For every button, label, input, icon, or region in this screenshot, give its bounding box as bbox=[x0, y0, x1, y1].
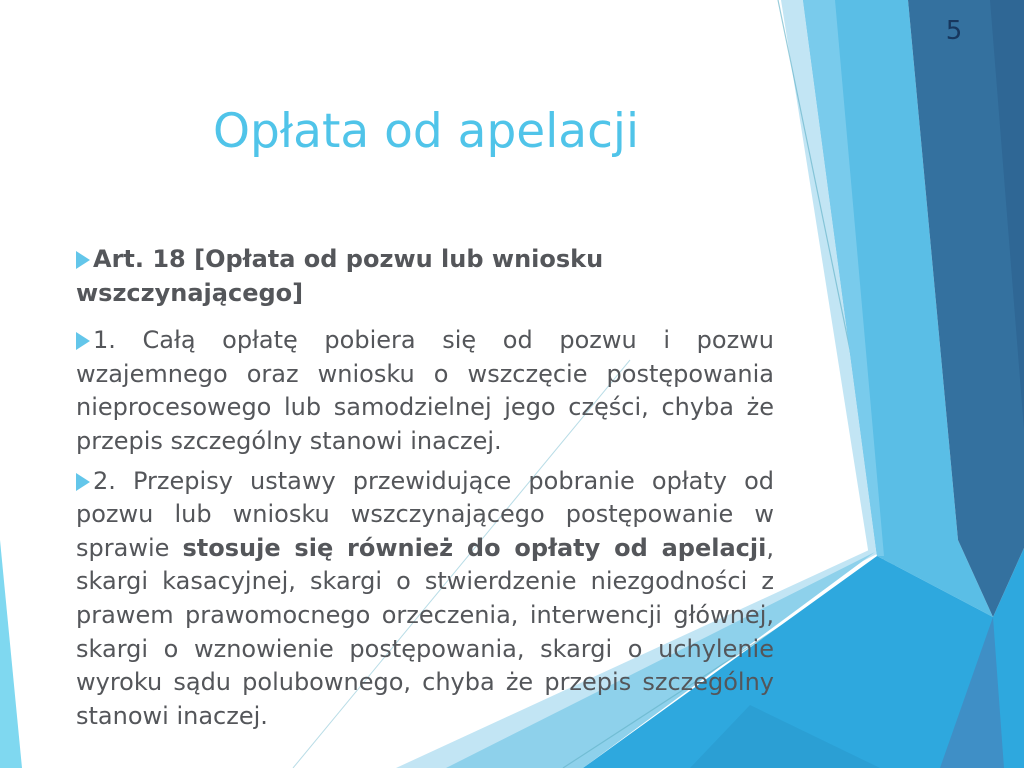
paragraph-2-text-post: , skargi kasacyjnej, skargi o stwierdzenie niezgodności z prawem prawomocnego orzeczenia, interwencji głównej, skargi o wznowienie postępowania, skargi o uchylenie wyroku sądu polubownego, chyba że przepis szczególny stanowi inaczej. bbox=[76, 533, 774, 730]
bullet-triangle-icon bbox=[76, 473, 90, 491]
bullet-paragraph-1 bbox=[76, 324, 774, 458]
bullet-heading bbox=[76, 243, 774, 310]
paragraph-2-text-bold: stosuje się również do opłaty od apelacji bbox=[182, 533, 767, 562]
bullet-paragraph-2 bbox=[76, 465, 774, 734]
paragraph-1-text: 1. Całą opłatę pobiera się od pozwu i pozwu wzajemnego oraz wniosku o wszczęcie postępowania nieprocesowego lub samodzielnej jego części, chyba że przepis szczególny stanowi inaczej. bbox=[76, 326, 774, 455]
page-number: 5 bbox=[945, 16, 963, 46]
bullet-triangle-icon bbox=[76, 332, 90, 350]
paragraph-2-text-pre: 2. Przepisy ustawy przewidujące pobranie opłaty od pozwu lub wniosku wszczynającego postępowanie w sprawie bbox=[76, 466, 774, 562]
left-sliver-shape bbox=[0, 540, 22, 768]
slide-title: Opłata od apelacji bbox=[212, 104, 640, 160]
slide-body bbox=[76, 243, 774, 739]
bullet-triangle-icon bbox=[76, 251, 90, 269]
bullet-heading-text: Art. 18 [Opłata od pozwu lub wniosku wszczynającego] bbox=[76, 245, 604, 307]
